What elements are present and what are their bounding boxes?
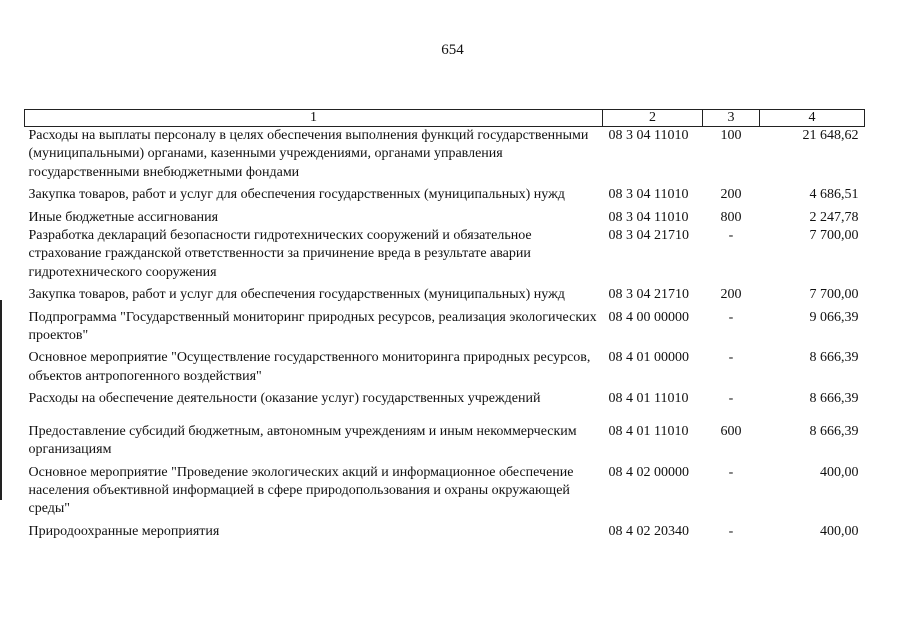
row-amount: 4 686,51 bbox=[809, 187, 859, 203]
row-type: - bbox=[728, 309, 734, 325]
row-code: 08 4 01 00000 bbox=[608, 350, 689, 366]
row-type: - bbox=[728, 464, 734, 480]
row-name: Основное мероприятие "Осуществление государственного мониторинга природных ресурсов, объектов антропогенного воздействия" bbox=[28, 350, 591, 384]
table-header-row bbox=[25, 110, 865, 127]
row-name: Иные бюджетные ассигнования bbox=[28, 209, 219, 225]
row-type: - bbox=[728, 523, 734, 539]
row-name: Предоставление субсидий бюджетным, автономным учреждениям и иным некоммерческим организациям bbox=[28, 423, 577, 458]
row-name: Основное мероприятие "Проведение экологических акций и информационное обеспечение населения объективной информацией в сфере природопользования и охраны окружающей среды" bbox=[28, 464, 574, 517]
table-row bbox=[25, 286, 865, 308]
table-row bbox=[25, 209, 865, 227]
row-type: 800 bbox=[720, 209, 742, 225]
page-number: 654 bbox=[441, 42, 464, 58]
row-type: - bbox=[728, 391, 734, 407]
row-type: - bbox=[728, 228, 734, 244]
table-row bbox=[25, 349, 865, 390]
row-amount: 7 700,00 bbox=[809, 228, 859, 244]
table-row bbox=[25, 464, 865, 523]
row-amount: 400,00 bbox=[820, 523, 859, 539]
header-col-1: 1 bbox=[25, 110, 603, 127]
row-name: Закупка товаров, работ и услуг для обеспечения государственных (муниципальных) нужд bbox=[28, 287, 565, 303]
row-name: Закупка товаров, работ и услуг для обеспечения государственных (муниципальных) нужд bbox=[28, 187, 565, 203]
row-code: 08 3 04 11010 bbox=[608, 128, 689, 143]
row-name: Расходы на обеспечение деятельности (оказание услуг) государственных учреждений bbox=[28, 391, 541, 407]
row-code: 08 3 04 21710 bbox=[608, 287, 689, 303]
row-type: 200 bbox=[720, 187, 742, 203]
header-col-3: 3 bbox=[703, 110, 760, 127]
table-row bbox=[25, 186, 865, 208]
row-amount: 8 666,39 bbox=[809, 423, 859, 439]
row-amount: 8 666,39 bbox=[809, 350, 859, 366]
row-code: 08 4 02 00000 bbox=[608, 464, 689, 480]
table-row bbox=[25, 227, 865, 286]
row-type: 200 bbox=[720, 287, 742, 303]
header-col-2: 2 bbox=[603, 110, 703, 127]
row-type: - bbox=[728, 350, 734, 366]
row-amount: 8 666,39 bbox=[809, 391, 859, 407]
row-code: 08 4 01 11010 bbox=[608, 423, 689, 439]
row-code: 08 3 04 11010 bbox=[608, 209, 689, 225]
row-code: 08 4 00 00000 bbox=[608, 309, 689, 325]
row-code: 08 3 04 11010 bbox=[608, 187, 689, 203]
table-row bbox=[25, 523, 865, 541]
row-name: Расходы на выплаты персоналу в целях обеспечения выполнения функций государственными (муниципальными) органами, казенными учреждениями, органами управления государственными внебюджетными фондами bbox=[28, 128, 589, 180]
row-amount: 9 066,39 bbox=[809, 309, 859, 325]
row-code: 08 3 04 21710 bbox=[608, 228, 689, 244]
row-name: Подпрограмма "Государственный мониторинг природных ресурсов, реализация экологических проектов" bbox=[28, 309, 597, 344]
row-type: 100 bbox=[720, 128, 742, 143]
header-col-4: 4 bbox=[760, 110, 865, 127]
row-amount: 21 648,62 bbox=[802, 128, 859, 143]
table-row bbox=[25, 127, 865, 187]
row-amount: 7 700,00 bbox=[809, 287, 859, 303]
row-amount: 2 247,78 bbox=[809, 209, 859, 225]
row-type: 600 bbox=[720, 423, 742, 439]
page-edge-line bbox=[0, 300, 2, 500]
row-name: Разработка деклараций безопасности гидротехнических сооружений и обязательное страхование гражданской ответственности за причинение вреда в результате аварии гидротехнического сооружения bbox=[28, 228, 532, 280]
row-amount: 400,00 bbox=[820, 464, 859, 480]
row-name: Природоохранные мероприятия bbox=[28, 523, 220, 539]
row-code: 08 4 02 20340 bbox=[608, 523, 689, 539]
table-row bbox=[25, 409, 865, 464]
budget-table bbox=[24, 109, 865, 541]
table-row bbox=[25, 309, 865, 350]
table-row bbox=[25, 390, 865, 408]
row-code: 08 4 01 11010 bbox=[608, 391, 689, 407]
